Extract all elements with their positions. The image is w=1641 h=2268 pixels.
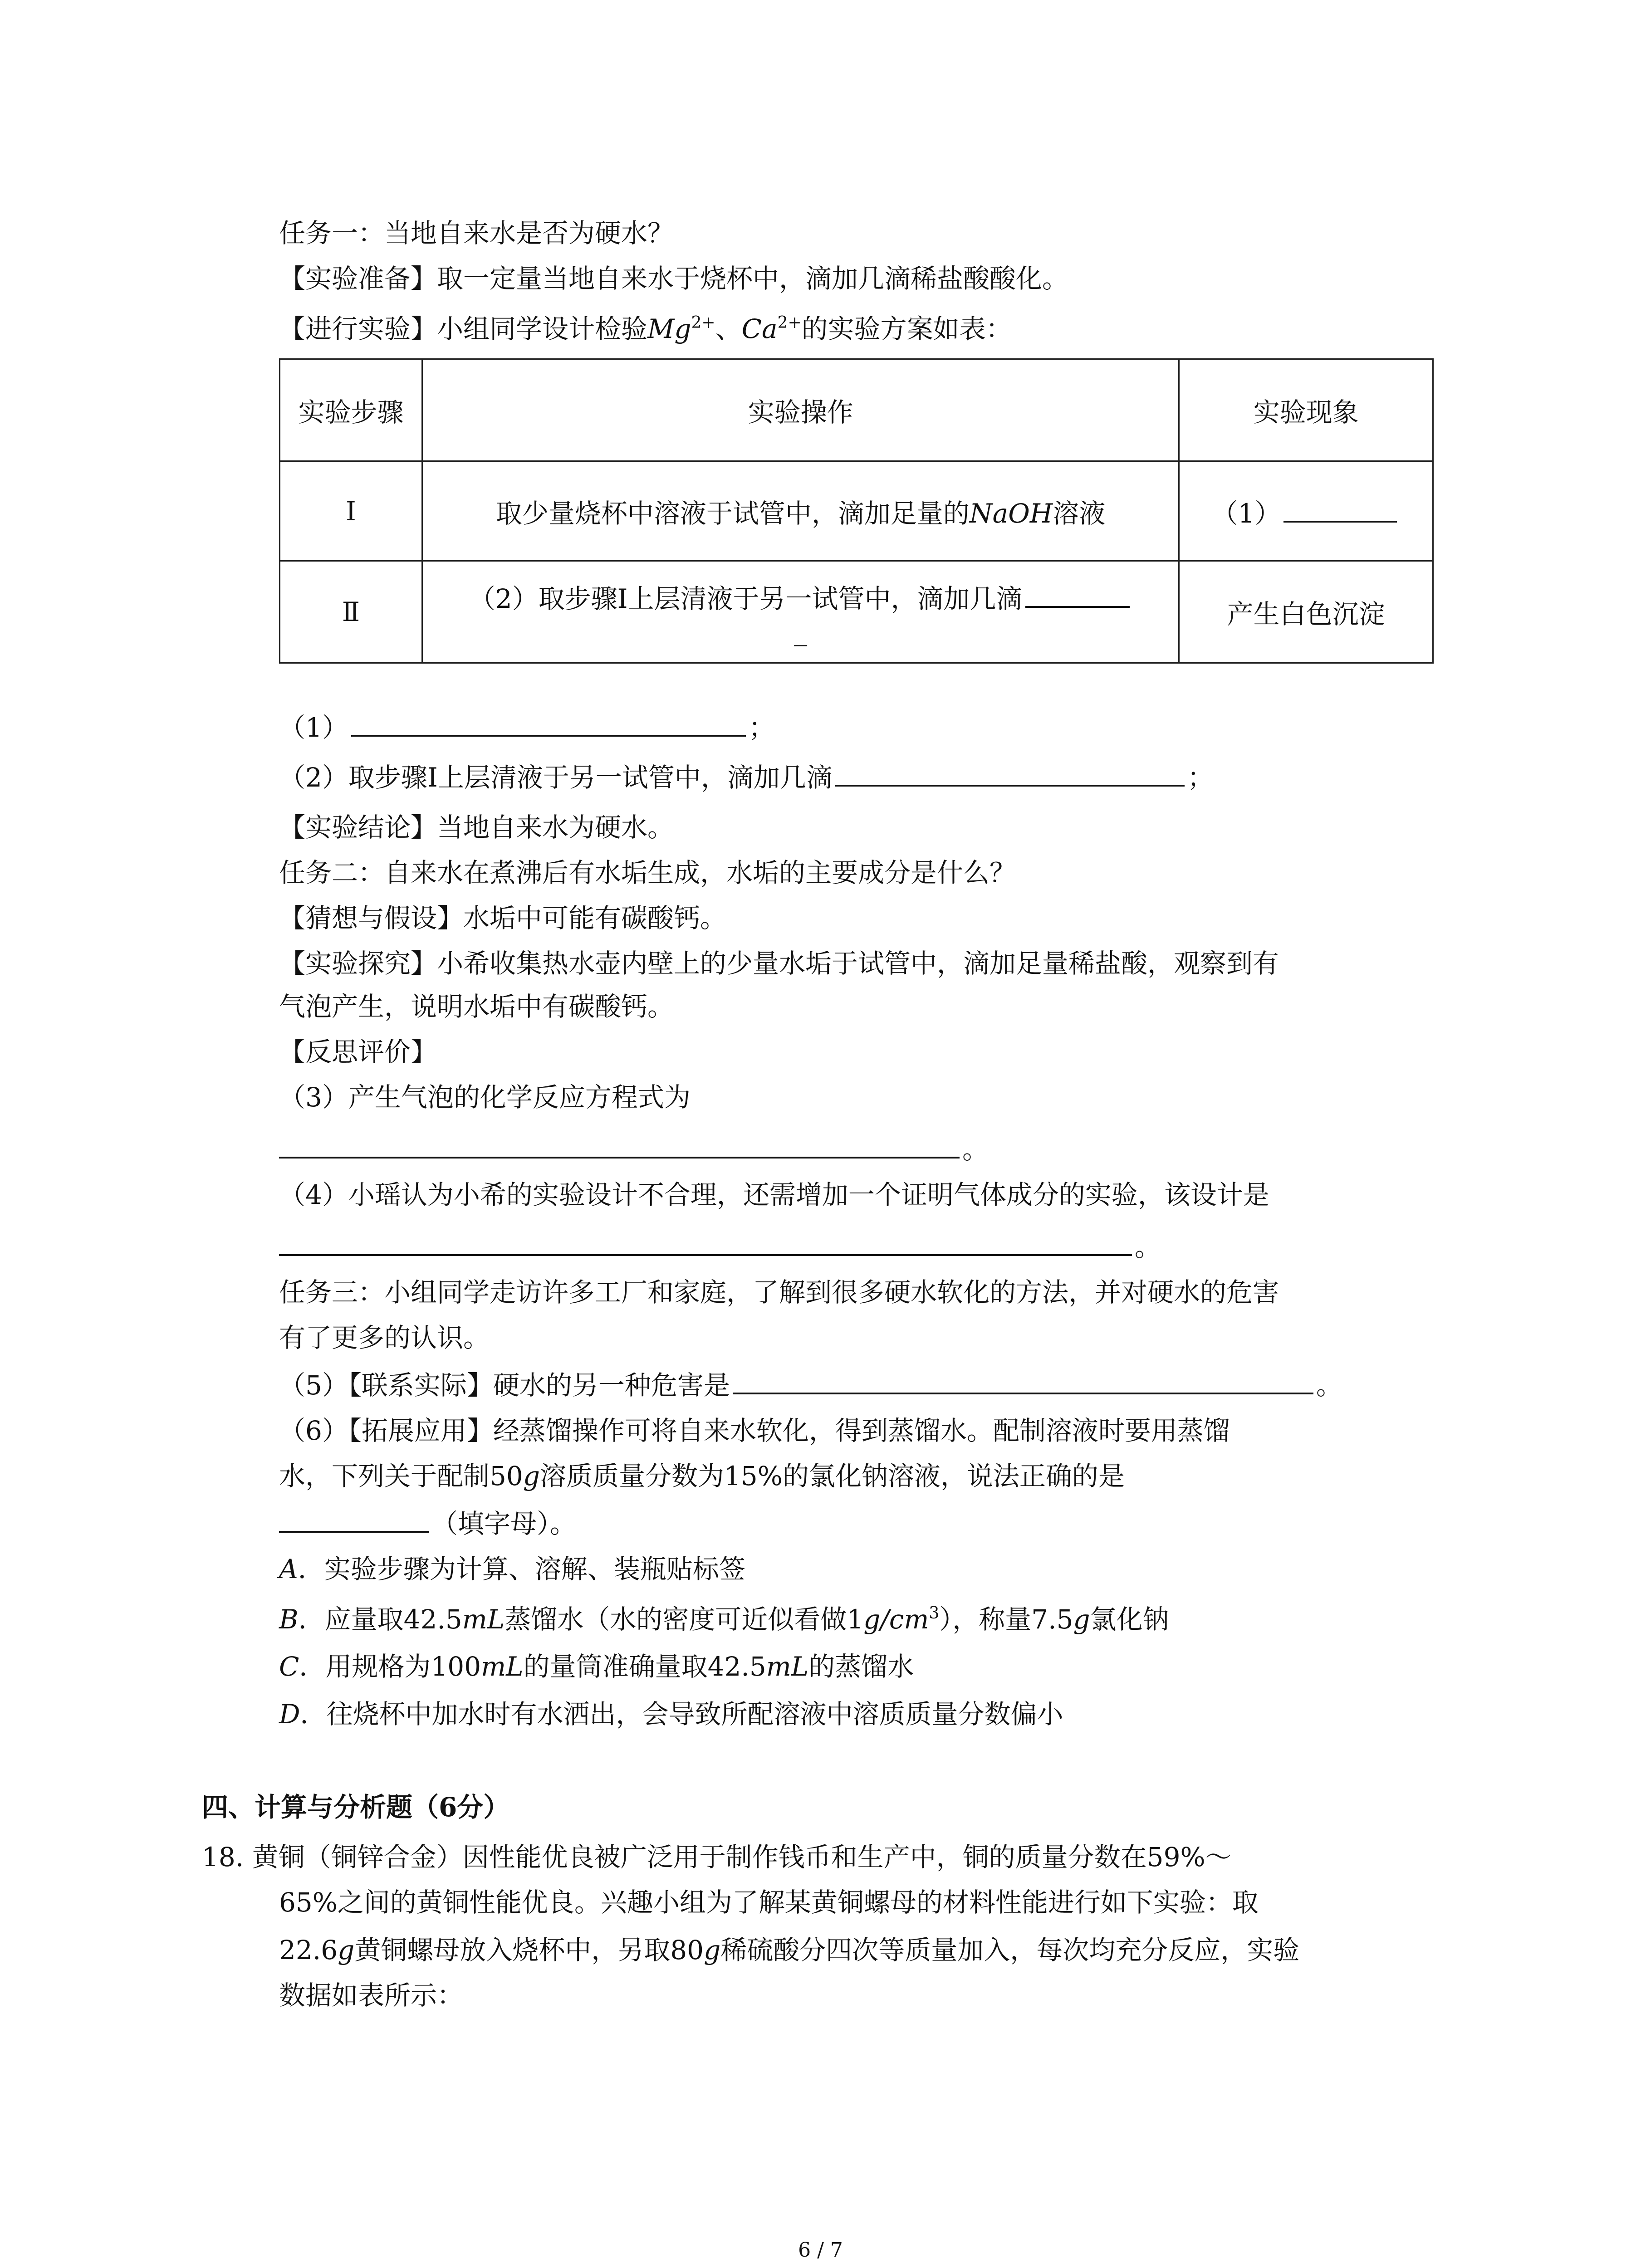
- answer-q1: （1） ；: [279, 712, 775, 743]
- header-operation: 实验操作: [422, 359, 1179, 461]
- header-phenomenon: 实验现象: [1179, 359, 1433, 461]
- conclusion: 【实验结论】当地自来水为硬水。: [279, 812, 674, 843]
- task2-q4: （4）小瑶认为小希的实验设计不合理，还需增加一个证明气体成分的实验，该设计是: [279, 1179, 1269, 1210]
- q5-blank[interactable]: [733, 1392, 1313, 1394]
- header-step: 实验步骤: [280, 359, 422, 461]
- table-row: [280, 461, 1433, 561]
- task3-q6-line-1: （6）【拓展应用】经蒸馏操作可将自来水软化，得到蒸馏水。配制溶液时要用蒸馏: [279, 1415, 1230, 1446]
- q3-blank[interactable]: [279, 1156, 960, 1158]
- task2-title: 任务二：自来水在煮沸后有水垢生成，水垢的主要成分是什么？: [279, 857, 1016, 888]
- row2-operation: （2）取步骤Ⅰ上层清液于另一试管中，滴加几滴 _: [422, 561, 1179, 663]
- row2-operation-blank[interactable]: [1025, 606, 1130, 608]
- q18-line-1: 18. 黄铜（铜锌合金）因性能优良被广泛用于制作钱币和生产中，铜的质量分数在59%～: [202, 1842, 1232, 1872]
- task1-prep: 【实验准备】取一定量当地自来水于烧杯中，滴加几滴稀盐酸酸化。: [279, 263, 1069, 294]
- q18-line-4: 数据如表所示：: [279, 1980, 464, 2011]
- experiment-table: [279, 358, 1434, 664]
- q2-blank[interactable]: [835, 784, 1185, 787]
- task3-q5: （5）【联系实际】硬水的另一种危害是 。: [279, 1370, 1342, 1401]
- row1-result: （1）: [1179, 461, 1433, 561]
- q1-blank[interactable]: [351, 734, 746, 737]
- option-b: B．应量取42.5mL蒸馏水（水的密度可近似看做$1g/cm^3$），称量7.5g氯化钠: [279, 1604, 1169, 1635]
- row2-step: Ⅱ: [280, 561, 422, 663]
- task2-reflect: 【反思评价】: [279, 1036, 437, 1067]
- task2-explore-1: 【实验探究】小希收集热水壶内壁上的少量水垢于试管中，滴加足量稀盐酸，观察到有: [279, 948, 1279, 979]
- answer-q2: （2）取步骤Ⅰ上层清液于另一试管中，滴加几滴 ；: [279, 762, 1214, 793]
- q18-line-3: 22.6g黄铜螺母放入烧杯中，另取80g稀硫酸分四次等质量加入，每次均充分反应，实验: [279, 1935, 1300, 1965]
- row1-result-blank[interactable]: [1283, 520, 1397, 523]
- task3-q6-fill: （填字母）。: [279, 1508, 576, 1540]
- option-d: D．往烧杯中加水时有水洒出，会导致所配溶液中溶质质量分数偏小: [279, 1699, 1063, 1730]
- q18-line-2: 65%之间的黄铜性能优良。兴趣小组为了解某黄铜螺母的材料性能进行如下实验：取: [279, 1887, 1259, 1918]
- task2-q3-answer: 。: [279, 1134, 989, 1166]
- section-4-heading: 四、计算与分析题（6分）: [202, 1792, 510, 1823]
- task2-q4-answer: 。: [279, 1232, 1161, 1263]
- task2-q3: （3）产生气泡的化学反应方程式为: [279, 1082, 691, 1113]
- task1-experiment: 【进行实验】小组同学设计检验$Mg^{2+}$、$Ca^{2+}$的实验方案如表：: [279, 313, 1012, 344]
- option-c: C．用规格为100mL的量筒准确量取42.5mL的蒸馏水: [279, 1651, 914, 1682]
- task1-title: 任务一：当地自来水是否为硬水？: [279, 218, 674, 249]
- q4-blank[interactable]: [279, 1254, 1132, 1256]
- task3-line-1: 任务三：小组同学走访许多工厂和家庭，了解到很多硬水软化的方法，并对硬水的危害: [279, 1277, 1279, 1308]
- page-number: 6 / 7: [798, 2239, 843, 2262]
- table-row: [280, 561, 1433, 663]
- row2-result: 产生白色沉淀: [1179, 561, 1433, 663]
- option-a: A．实验步骤为计算、溶解、装瓶贴标签: [279, 1554, 745, 1584]
- task3-q6-line-2: 水，下列关于配制50g溶质质量分数为15%的氯化钠溶液，说法正确的是: [279, 1461, 1125, 1491]
- task3-line-2: 有了更多的认识。: [279, 1322, 490, 1353]
- task2-hypothesis: 【猜想与假设】水垢中可能有碳酸钙。: [279, 903, 727, 934]
- q6-blank[interactable]: [279, 1530, 429, 1533]
- task2-explore-2: 气泡产生，说明水垢中有碳酸钙。: [279, 991, 674, 1022]
- row1-operation: 取少量烧杯中溶液于试管中，滴加足量的NaOH溶液: [422, 461, 1179, 561]
- table-header-row: [280, 359, 1433, 461]
- row1-step: Ⅰ: [280, 461, 422, 561]
